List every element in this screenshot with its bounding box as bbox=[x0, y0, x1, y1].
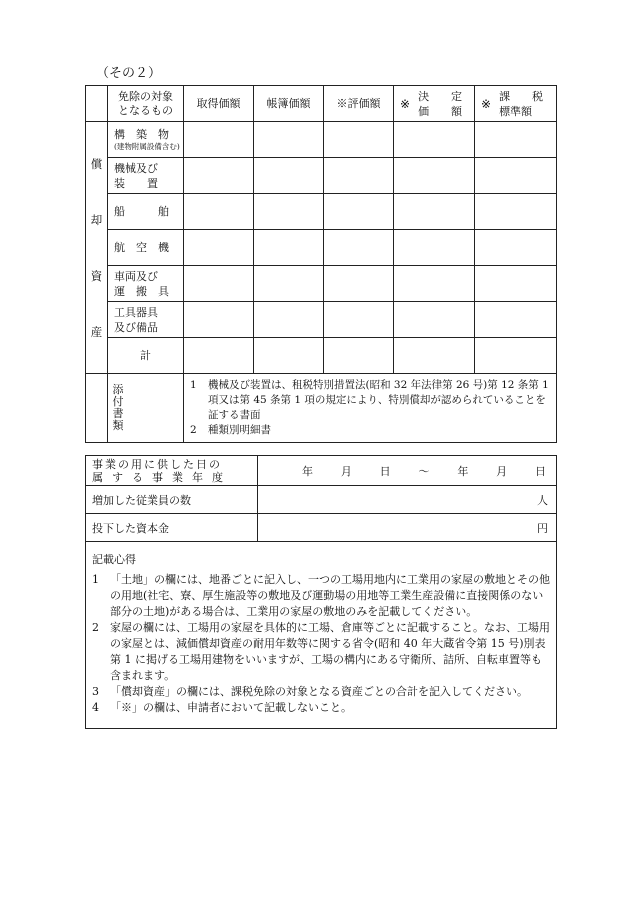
cell-empty[interactable] bbox=[394, 338, 475, 374]
cell-empty[interactable] bbox=[184, 266, 254, 302]
cell-empty[interactable] bbox=[394, 302, 475, 338]
row-label-total: 計 bbox=[108, 338, 184, 374]
cell-empty[interactable] bbox=[184, 230, 254, 266]
notes-title: 記載心得 bbox=[92, 553, 136, 566]
cell-empty[interactable] bbox=[324, 158, 394, 194]
note-item: 4 「※」の欄は、申請者において記載しないこと。 bbox=[92, 701, 352, 714]
cell-empty[interactable] bbox=[394, 122, 475, 158]
cell-empty[interactable] bbox=[324, 338, 394, 374]
row-label-structures: 構 築 物 (建物附属設備含む) bbox=[108, 122, 184, 158]
cell-empty[interactable] bbox=[475, 122, 557, 158]
header-target: 免除の対象 となるもの bbox=[108, 86, 184, 122]
row-label-machinery: 機械及び 装 置 bbox=[108, 158, 184, 194]
cell-empty[interactable] bbox=[475, 194, 557, 230]
cell-empty[interactable] bbox=[254, 158, 324, 194]
depreciable-assets-table bbox=[85, 85, 557, 443]
cell-empty[interactable] bbox=[254, 338, 324, 374]
attachment-spacer bbox=[86, 374, 108, 443]
business-year-value[interactable]: 年 月 日 ～ 年 月 日 bbox=[258, 456, 557, 486]
note-item: 1 「土地」の欄には、地番ごとに記入し、一つの工場用地内に工業用の家屋の敷地とその他の用地(社宅、寮、厚生施設等の敷地及び運動場の用地等工業生産設備に直接関係のない部分の土地)がある場合は、工業用の家屋の敷地のみを記載してください。 bbox=[92, 573, 550, 618]
cell-empty[interactable] bbox=[324, 122, 394, 158]
cell-empty[interactable] bbox=[324, 302, 394, 338]
cell-empty[interactable] bbox=[184, 302, 254, 338]
attachment-item: 2 種類別明細書 bbox=[190, 424, 271, 436]
cell-empty[interactable] bbox=[394, 158, 475, 194]
cell-empty[interactable] bbox=[394, 194, 475, 230]
cell-empty[interactable] bbox=[184, 122, 254, 158]
row-label-tools: 工具器具 及び備品 bbox=[108, 302, 184, 338]
cell-empty[interactable] bbox=[184, 194, 254, 230]
cell-empty[interactable] bbox=[394, 230, 475, 266]
attachment-item: 1 機械及び装置は、租税特別措置法(昭和 32 年法律第 26 号)第 12 条第 1 項又は第 45 条第 1 項の規定により、特別償却が認められていることを証する書面 bbox=[190, 379, 549, 421]
cell-empty[interactable] bbox=[254, 194, 324, 230]
header-decided-value: ※ 決 定 価 額 bbox=[394, 86, 475, 122]
cell-empty[interactable] bbox=[475, 230, 557, 266]
cell-empty[interactable] bbox=[475, 158, 557, 194]
cell-empty[interactable] bbox=[475, 266, 557, 302]
corner-cell bbox=[86, 86, 108, 122]
side-label-depreciable-assets: 償 却 資 産 bbox=[86, 122, 108, 374]
attachment-contents bbox=[184, 374, 557, 443]
part-label: （その２） bbox=[96, 66, 162, 81]
note-item: 3 「償却資産」の欄には、課税免除の対象となる資産ごとの合計を記入してください。 bbox=[92, 685, 528, 698]
cell-empty[interactable] bbox=[254, 266, 324, 302]
row-label-vehicles: 車両及び 運 搬 具 bbox=[108, 266, 184, 302]
header-appraisal-value: ※評価額 bbox=[324, 86, 394, 122]
cell-empty[interactable] bbox=[324, 266, 394, 302]
cell-empty[interactable] bbox=[324, 230, 394, 266]
business-year-label: 事業の用に供した日の 属する事業年度 bbox=[86, 456, 258, 486]
filling-instructions bbox=[86, 542, 557, 729]
cell-empty[interactable] bbox=[254, 122, 324, 158]
cell-empty[interactable] bbox=[324, 194, 394, 230]
capital-label: 投下した資本金 bbox=[86, 514, 258, 542]
cell-empty[interactable] bbox=[475, 302, 557, 338]
cell-empty[interactable] bbox=[184, 338, 254, 374]
cell-empty[interactable] bbox=[394, 266, 475, 302]
cell-empty[interactable] bbox=[475, 338, 557, 374]
header-tax-standard: ※ 課 税 標準額 bbox=[475, 86, 557, 122]
cell-empty[interactable] bbox=[184, 158, 254, 194]
employees-value[interactable]: 人 bbox=[258, 486, 557, 514]
row-label-aircraft: 航 空 機 bbox=[108, 230, 184, 266]
header-acquisition-value: 取得価額 bbox=[184, 86, 254, 122]
cell-empty[interactable] bbox=[254, 302, 324, 338]
employees-label: 増加した従業員の数 bbox=[86, 486, 258, 514]
capital-value[interactable]: 円 bbox=[258, 514, 557, 542]
business-info-table bbox=[85, 455, 557, 729]
note-item: 2 家屋の欄には、工場用の家屋を具体的に工場、倉庫等ごとに記載すること。なお、工場用の家屋とは、減価償却資産の耐用年数等に関する省令(昭和 40 年大蔵省令第 15 号)別表第 1 に掲げる工場用建物をいいますが、工場の構内にある守衛所、詰所、自転車置等も含まれます。 bbox=[92, 621, 550, 682]
cell-empty[interactable] bbox=[254, 230, 324, 266]
header-book-value: 帳簿価額 bbox=[254, 86, 324, 122]
row-label-ships: 船 舶 bbox=[108, 194, 184, 230]
attachment-label: 添 付 書 類 bbox=[108, 374, 184, 443]
